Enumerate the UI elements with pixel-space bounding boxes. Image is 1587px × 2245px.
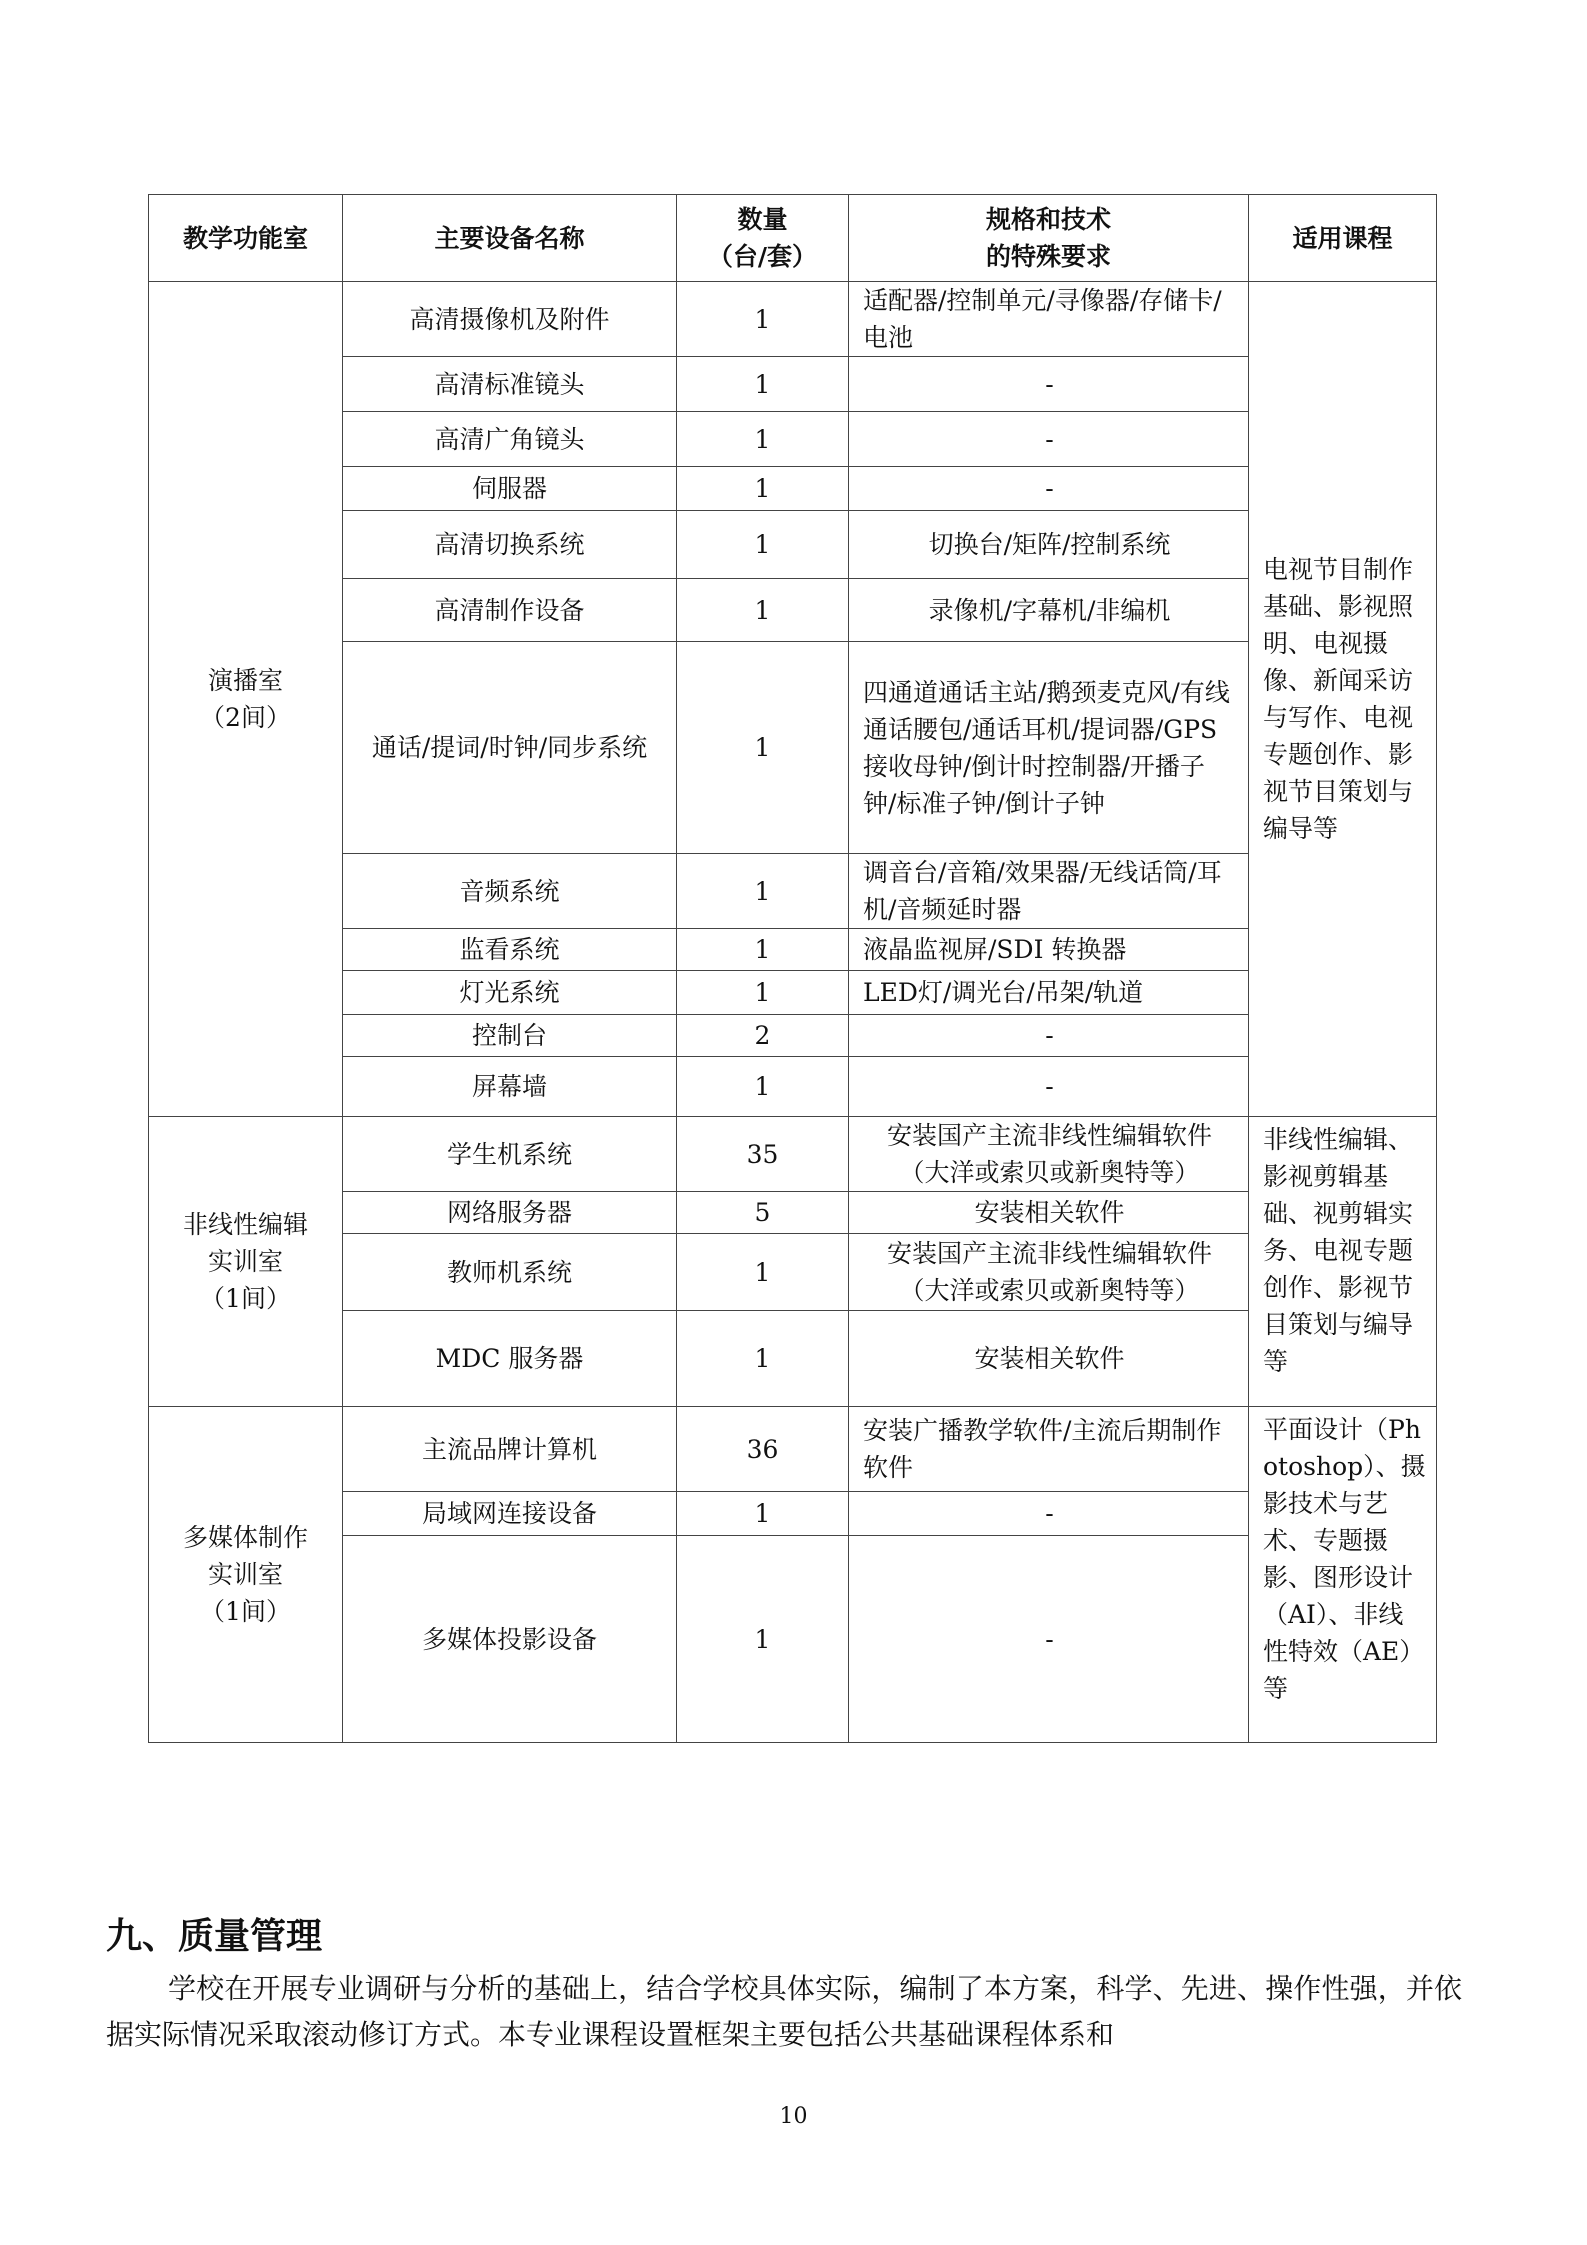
equipment-qty: 1: [677, 1311, 849, 1407]
equipment-qty: 35: [677, 1117, 849, 1192]
equipment-name: 高清切换系统: [343, 511, 677, 579]
equipment-name: 高清摄像机及附件: [343, 282, 677, 357]
table-row: [149, 1311, 1437, 1407]
equipment-qty: 5: [677, 1192, 849, 1234]
equipment-name: 屏幕墙: [343, 1057, 677, 1117]
table-header-row: [149, 195, 1437, 282]
equipment-qty: 1: [677, 467, 849, 511]
header-quantity: 数量 （台/套）: [677, 195, 849, 282]
equipment-qty: 1: [677, 511, 849, 579]
equipment-qty: 1: [677, 1492, 849, 1536]
body-paragraph: 学校在开展专业调研与分析的基础上，结合学校具体实际，编制了本方案，科学、先进、操作性强，并依据实际情况采取滚动修订方式。本专业课程设置框架主要包括公共基础课程体系和: [106, 1972, 1462, 2051]
table-row: [149, 642, 1437, 854]
section-heading: 九、质量管理: [106, 1916, 323, 1957]
equipment-spec: 适配器/控制单元/寻像器/存储卡/电池: [849, 282, 1249, 357]
equipment-qty: 1: [677, 412, 849, 467]
table-row: [149, 357, 1437, 412]
equipment-spec: 安装国产主流非线性编辑软件 （大洋或索贝或新奥特等）: [849, 1117, 1249, 1192]
equipment-spec: -: [849, 1057, 1249, 1117]
course-cell: 电视节目制作基础、影视照明、电视摄像、新闻采访与写作、电视专题创作、影视节目策划与编导等: [1249, 282, 1437, 1117]
table-row: [149, 1015, 1437, 1057]
equipment-name: 通话/提词/时钟/同步系统: [343, 642, 677, 854]
equipment-spec: -: [849, 1492, 1249, 1536]
header-equipment: 主要设备名称: [343, 195, 677, 282]
equipment-name: 音频系统: [343, 854, 677, 929]
equipment-spec: -: [849, 1015, 1249, 1057]
table-row: [149, 1536, 1437, 1743]
equipment-spec: 安装国产主流非线性编辑软件 （大洋或索贝或新奥特等）: [849, 1234, 1249, 1311]
equipment-spec: 录像机/字幕机/非编机: [849, 579, 1249, 642]
header-spec: 规格和技术 的特殊要求: [849, 195, 1249, 282]
equipment-qty: 1: [677, 854, 849, 929]
table-row: [149, 1057, 1437, 1117]
table-row: [149, 1407, 1437, 1492]
equipment-spec: 切换台/矩阵/控制系统: [849, 511, 1249, 579]
table-row: [149, 579, 1437, 642]
table-row: [149, 1492, 1437, 1536]
equipment-name: 教师机系统: [343, 1234, 677, 1311]
equipment-qty: 1: [677, 971, 849, 1015]
equipment-name: 控制台: [343, 1015, 677, 1057]
equipment-qty: 36: [677, 1407, 849, 1492]
table-row: [149, 854, 1437, 929]
header-room: 教学功能室: [149, 195, 343, 282]
equipment-qty: 2: [677, 1015, 849, 1057]
equipment-spec: 安装相关软件: [849, 1311, 1249, 1407]
course-cell: 非线性编辑、影视剪辑基础、视剪辑实务、电视专题创作、影视节目策划与编导等: [1249, 1117, 1437, 1407]
equipment-name: 高清标准镜头: [343, 357, 677, 412]
equipment-table: [148, 194, 1437, 1743]
equipment-name: 局域网连接设备: [343, 1492, 677, 1536]
table-row: [149, 1192, 1437, 1234]
equipment-spec: -: [849, 467, 1249, 511]
equipment-name: 高清广角镜头: [343, 412, 677, 467]
table-row: [149, 282, 1437, 357]
page-number: 10: [779, 2104, 808, 2129]
equipment-name: 网络服务器: [343, 1192, 677, 1234]
table-row: [149, 929, 1437, 971]
equipment-qty: 1: [677, 1234, 849, 1311]
room-cell: 演播室 （2间）: [149, 282, 343, 1117]
header-course: 适用课程: [1249, 195, 1437, 282]
equipment-spec: -: [849, 412, 1249, 467]
equipment-qty: 1: [677, 1057, 849, 1117]
table-row: [149, 971, 1437, 1015]
room-cell: 非线性编辑 实训室 （1间）: [149, 1117, 343, 1407]
equipment-qty: 1: [677, 1536, 849, 1743]
table-row: [149, 511, 1437, 579]
equipment-name: 灯光系统: [343, 971, 677, 1015]
equipment-spec: 四通道通话主站/鹅颈麦克风/有线通话腰包/通话耳机/提词器/GPS接收母钟/倒计时控制器/开播子钟/标准子钟/倒计子钟: [849, 642, 1249, 854]
equipment-name: 伺服器: [343, 467, 677, 511]
table-row: [149, 1234, 1437, 1311]
table-row: [149, 467, 1437, 511]
equipment-spec: 安装相关软件: [849, 1192, 1249, 1234]
equipment-spec: LED灯/调光台/吊架/轨道: [849, 971, 1249, 1015]
equipment-qty: 1: [677, 642, 849, 854]
room-cell: 多媒体制作 实训室 （1间）: [149, 1407, 343, 1743]
equipment-qty: 1: [677, 357, 849, 412]
equipment-spec: -: [849, 1536, 1249, 1743]
table-row: [149, 412, 1437, 467]
equipment-spec: 安装广播教学软件/主流后期制作软件: [849, 1407, 1249, 1492]
equipment-qty: 1: [677, 282, 849, 357]
equipment-spec: 调音台/音箱/效果器/无线话筒/耳机/音频延时器: [849, 854, 1249, 929]
equipment-name: 主流品牌计算机: [343, 1407, 677, 1492]
equipment-qty: 1: [677, 579, 849, 642]
table-row: [149, 1117, 1437, 1192]
equipment-name: 高清制作设备: [343, 579, 677, 642]
equipment-spec: -: [849, 357, 1249, 412]
equipment-name: 监看系统: [343, 929, 677, 971]
equipment-spec: 液晶监视屏/SDI 转换器: [849, 929, 1249, 971]
equipment-qty: 1: [677, 929, 849, 971]
course-cell: 平面设计（Photoshop）、摄影技术与艺术、专题摄影、图形设计（AI）、非线性特效（AE）等: [1249, 1407, 1437, 1743]
equipment-name: 学生机系统: [343, 1117, 677, 1192]
equipment-name: 多媒体投影设备: [343, 1536, 677, 1743]
equipment-name: MDC 服务器: [343, 1311, 677, 1407]
